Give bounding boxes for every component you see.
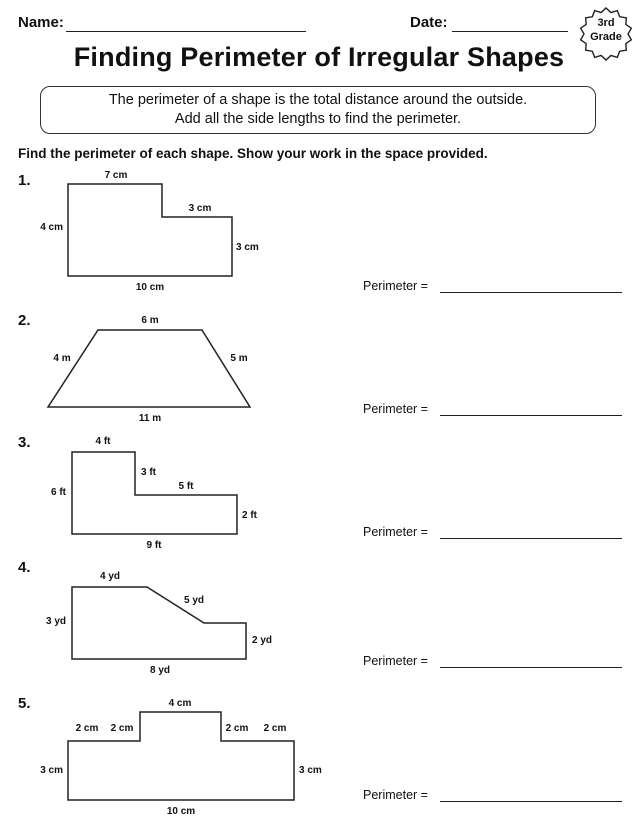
problem-2-bottom-label: 11 m	[138, 413, 162, 424]
problem-1-top-label: 7 cm	[104, 170, 128, 181]
problem-3-bottom-label: 9 ft	[146, 540, 162, 551]
problem-3-step-label: 5 ft	[178, 481, 194, 492]
problem-5-right-step-label: 2 cm	[225, 723, 249, 734]
problem-4-number: 4.	[18, 559, 31, 576]
problem-5-right-label: 3 cm	[299, 765, 322, 776]
page-title: Finding Perimeter of Irregular Shapes	[73, 42, 565, 72]
problem-2-right-label: 5 m	[230, 353, 248, 364]
problem-4-left-label: 3 yd	[45, 616, 66, 627]
problem-5-left-top-label: 2 cm	[75, 723, 99, 734]
definition-line-2: Add all the side lengths to find the perimeter.	[174, 111, 462, 127]
name-label: Name:	[18, 14, 64, 31]
problem-3-top-label: 4 ft	[95, 436, 111, 447]
problem-5-top-label: 4 cm	[168, 698, 192, 709]
problem-1-step-label: 3 cm	[188, 203, 212, 214]
problem-2-polygon	[48, 330, 250, 407]
problem-4-answer-line[interactable]	[440, 667, 622, 668]
problem-3-polygon	[72, 452, 237, 534]
definition-box	[40, 86, 596, 134]
problem-5-polygon	[68, 712, 294, 800]
problem-2-top-label: 6 m	[141, 315, 159, 326]
problem-5-bottom-label: 10 cm	[166, 806, 196, 817]
problem-5-answer-line[interactable]	[440, 801, 622, 802]
problem-1-number: 1.	[18, 172, 31, 189]
problem-3-answer-line[interactable]	[440, 538, 622, 539]
problem-4-slant-label: 5 yd	[183, 595, 205, 606]
name-field[interactable]	[66, 31, 306, 32]
date-field[interactable]	[452, 31, 568, 32]
problem-5-right-top-label: 2 cm	[263, 723, 287, 734]
problem-4-polygon	[72, 587, 246, 659]
instructions: Find the perimeter of each shape. Show your work in the space provided.	[18, 146, 488, 161]
problem-1-bottom-label: 10 cm	[135, 282, 165, 293]
problem-5-left-step-label: 2 cm	[110, 723, 134, 734]
problem-2-number: 2.	[18, 312, 31, 329]
definition-line-1: The perimeter of a shape is the total distance around the outside.	[108, 92, 528, 108]
problem-3-right-label: 2 ft	[242, 510, 257, 521]
problem-5-left-label: 3 cm	[40, 765, 63, 776]
problem-2-answer-line[interactable]	[440, 415, 622, 416]
problem-3-left-label: 6 ft	[51, 487, 66, 498]
grade-badge-line1: 3rd	[597, 17, 615, 29]
grade-badge-line2: Grade	[590, 31, 622, 43]
problem-4-perimeter-label: Perimeter =	[363, 654, 428, 668]
date-label: Date:	[410, 14, 448, 31]
problem-1-right-label: 3 cm	[236, 242, 259, 253]
problem-3-number: 3.	[18, 434, 31, 451]
problem-4-right-label: 2 yd	[252, 635, 273, 646]
problem-5-perimeter-label: Perimeter =	[363, 788, 428, 802]
problem-1-perimeter-label: Perimeter =	[363, 279, 428, 293]
problem-1-left-label: 4 cm	[40, 222, 63, 233]
problem-2-left-label: 4 m	[53, 353, 71, 364]
problem-3-inner-vertical-label: 3 ft	[141, 467, 156, 478]
problem-4-bottom-label: 8 yd	[149, 665, 171, 676]
problem-1-polygon	[68, 184, 232, 276]
problem-4-top-label: 4 yd	[99, 571, 121, 582]
problem-3-perimeter-label: Perimeter =	[363, 525, 428, 539]
problem-2-perimeter-label: Perimeter =	[363, 402, 428, 416]
problem-1-answer-line[interactable]	[440, 292, 622, 293]
problem-5-number: 5.	[18, 695, 31, 712]
